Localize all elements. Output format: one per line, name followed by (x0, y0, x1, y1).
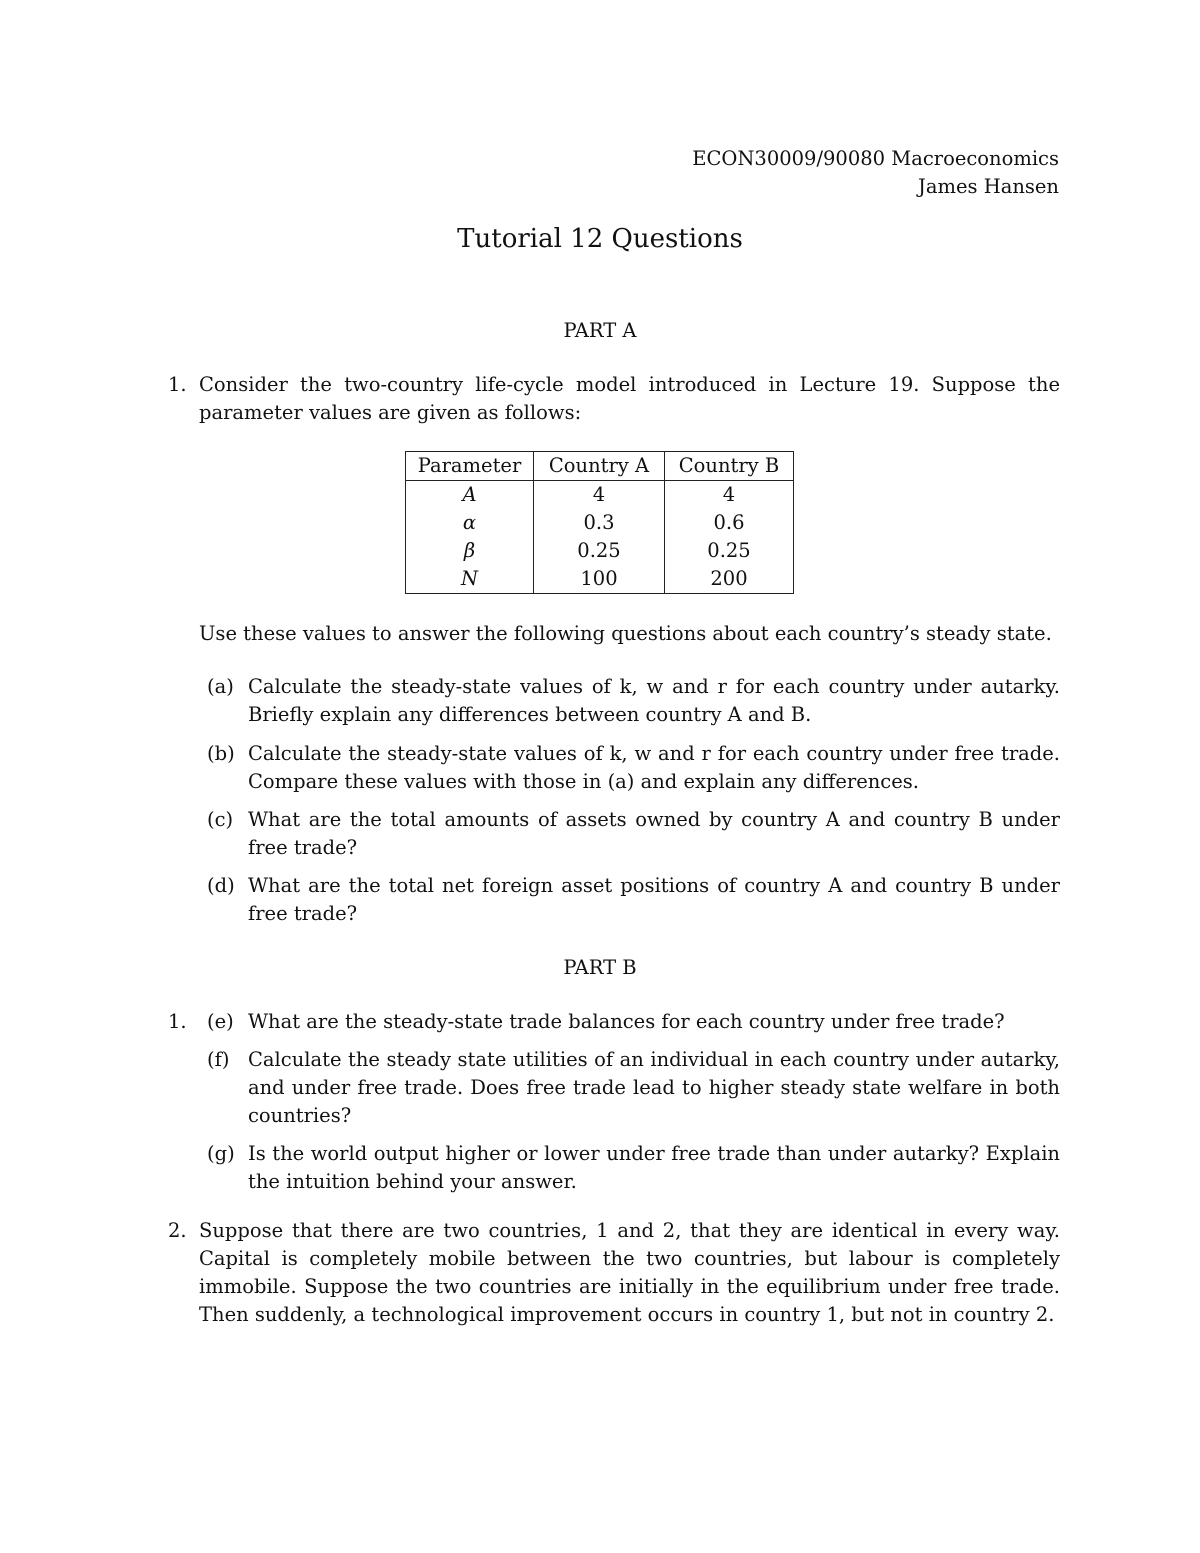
country-b-value: 4 (665, 481, 794, 510)
document-header (692, 145, 1059, 201)
question-number: 2. (168, 1219, 187, 1242)
subquestion-text: What are the total amounts of assets owned by country A and country B under free trade? (248, 808, 1060, 859)
author-name: James Hansen (918, 175, 1059, 198)
table-row (406, 481, 794, 510)
parameter-symbol: A (406, 481, 534, 510)
subquestion-g (207, 1140, 1060, 1196)
parameter-symbol: N (406, 565, 534, 594)
subquestion-b (207, 740, 1060, 796)
subquestion-text: What are the steady-state trade balances for each country under free trade? (248, 1010, 1005, 1033)
parameter-symbol: α (406, 509, 534, 537)
question-text: Suppose that there are two countries, 1 and 2, that they are identical in every way. Capital is completely mobile between the two countries, but labour is completely immobile. Suppose the two countries are initially in the equilibrium under free trade. Then suddenly, a technological improvement occurs in country 1, but not in country 2. (199, 1219, 1060, 1326)
subquestion-a (207, 673, 1060, 729)
column-header: Country A (534, 452, 665, 481)
question-number: 1. (168, 1010, 187, 1033)
subquestion-label: (f) (207, 1048, 230, 1071)
country-a-value: 0.25 (534, 537, 665, 565)
subquestion-d (207, 872, 1060, 928)
table-header-row (406, 452, 794, 481)
subquestion-text: What are the total net foreign asset positions of country A and country B under free trade? (248, 874, 1060, 925)
part-a-question-1 (168, 371, 1060, 427)
part-b-heading: PART B (563, 956, 637, 979)
subquestion-label: (e) (207, 1010, 234, 1033)
page-title: Tutorial 12 Questions (457, 224, 743, 254)
subquestion-text: Calculate the steady-state values of k, w and r for each country under autarky. Briefly explain any differences between country A and B. (248, 675, 1060, 726)
country-a-value: 0.3 (534, 509, 665, 537)
question-text: Consider the two-country life-cycle model introduced in Lecture 19. Suppose the parameter values are given as follows: (199, 373, 1060, 424)
country-a-value: 100 (534, 565, 665, 594)
subquestion-text: Calculate the steady state utilities of an individual in each country under autarky, and under free trade. Does free trade lead to higher steady state welfare in both countries? (248, 1048, 1060, 1127)
subquestion-e (207, 1008, 1060, 1036)
subquestion-text: Calculate the steady-state values of k, w and r for each country under free trade. Compare these values with those in (a) and explain any differences. (248, 742, 1060, 793)
subquestion-label: (a) (207, 675, 234, 698)
country-a-value: 4 (534, 481, 665, 510)
question-number: 1. (168, 373, 187, 396)
course-code: ECON30009/90080 Macroeconomics (692, 147, 1059, 170)
column-header: Parameter (406, 452, 534, 481)
country-b-value: 0.6 (665, 509, 794, 537)
subquestion-label: (b) (207, 742, 235, 765)
subquestion-label: (d) (207, 874, 235, 897)
parameter-table (405, 451, 794, 594)
part-b-question-2 (168, 1217, 1060, 1329)
column-header: Country B (665, 452, 794, 481)
question-intro: Use these values to answer the following questions about each country’s steady state. (199, 622, 1052, 645)
subquestion-f (207, 1046, 1060, 1130)
parameter-symbol: β (406, 537, 534, 565)
part-a-heading: PART A (563, 319, 637, 342)
country-b-value: 0.25 (665, 537, 794, 565)
subquestion-text: Is the world output higher or lower under free trade than under autarky? Explain the intuition behind your answer. (248, 1142, 1060, 1193)
subquestion-label: (g) (207, 1142, 235, 1165)
table-row (406, 537, 794, 565)
table-row (406, 509, 794, 537)
subquestion-c (207, 806, 1060, 862)
subquestion-label: (c) (207, 808, 234, 831)
table-row (406, 565, 794, 594)
country-b-value: 200 (665, 565, 794, 594)
